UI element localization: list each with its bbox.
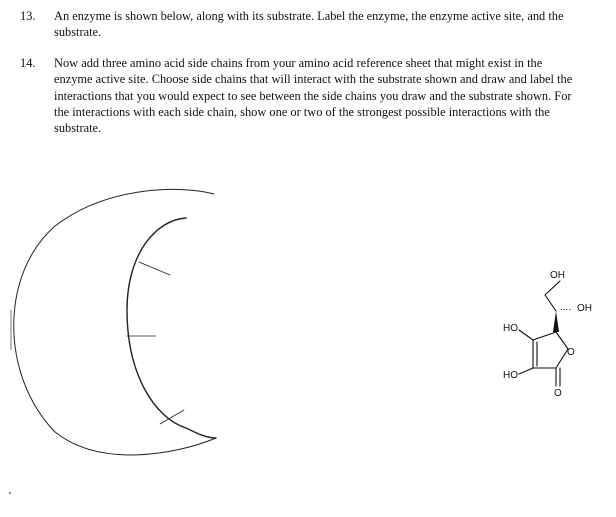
question-number: 13. [20, 9, 36, 23]
substrate-label-ho-upper: HO [503, 323, 518, 334]
question-text: An enzyme is shown below, along with its substrate. Label the enzyme, the enzyme active site, and the substrate. [54, 9, 564, 40]
stray-dot [9, 492, 11, 494]
question-number: 14. [20, 56, 36, 70]
substrate-molecule [519, 281, 568, 386]
enzyme-crescent [11, 189, 216, 455]
substrate-label-ring-o: O [567, 347, 575, 358]
substrate-label-ho-lower: HO [503, 370, 518, 381]
substrate-label-carbonyl-o: O [554, 388, 562, 399]
substrate-label-oh-side: OH [577, 303, 592, 314]
substrate-label-oh-top: OH [550, 270, 565, 281]
question-text: Now add three amino acid side chains from your amino acid reference sheet that might exist in the enzyme active site. Choose side chains that will interact with the substrate shown and draw and label the interactions that you would expect to see between the side chains you draw and the substrate shown. For the interactions with each side chain, show one or two of the strongest possible interactions with the substrate. [54, 56, 573, 136]
substrate-label-hash-bond: .... [560, 302, 572, 313]
